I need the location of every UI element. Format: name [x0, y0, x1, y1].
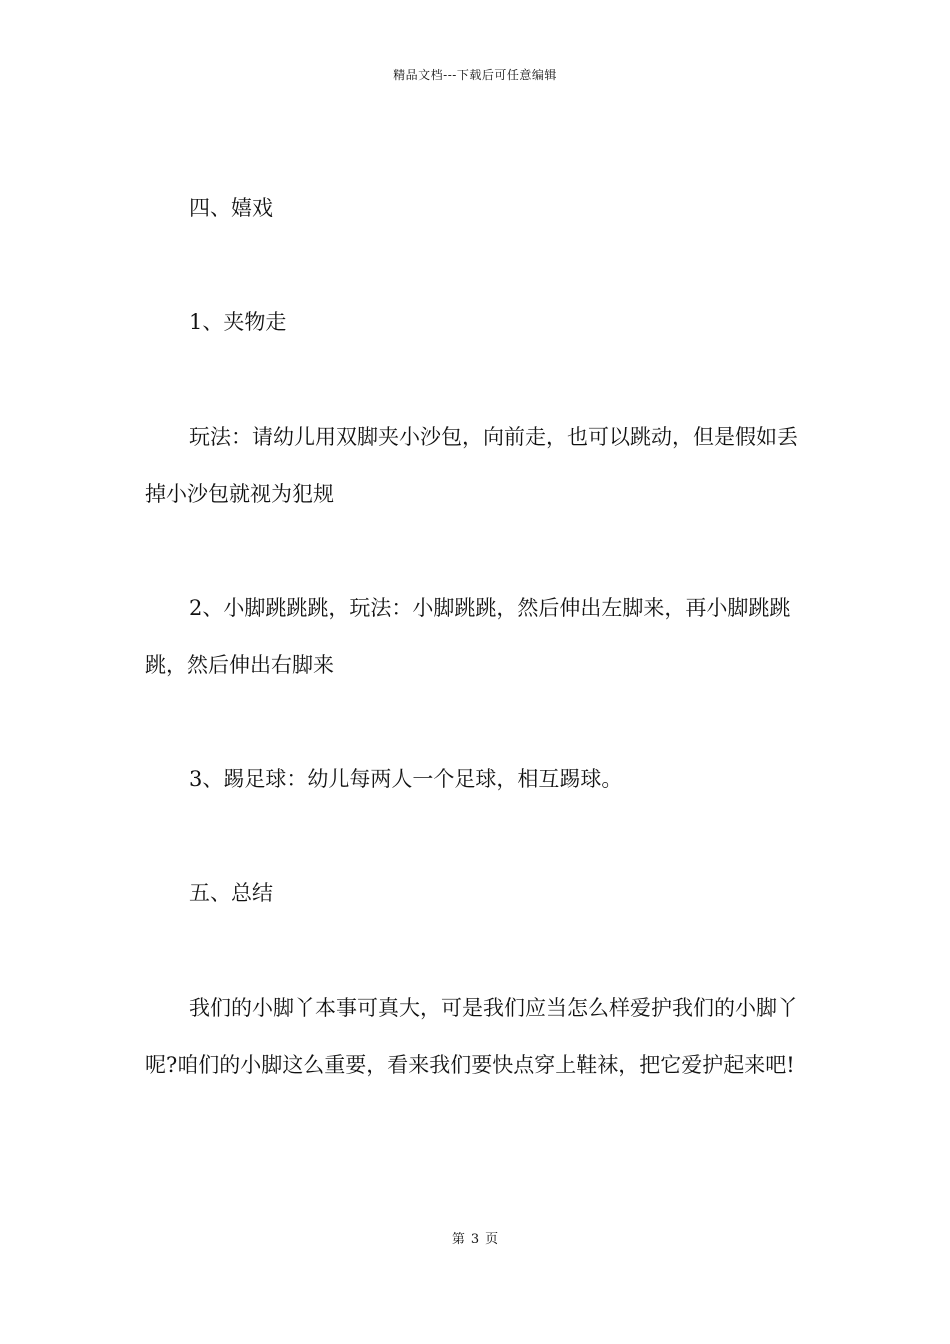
summary-paragraph: 我们的小脚丫本事可真大，可是我们应当怎么样爱护我们的小脚丫呢?咱们的小脚这么重要，看来我们要快点穿上鞋袜，把它爱护起来吧! — [145, 996, 798, 1077]
page-header: 精品文档---下载后可任意编辑 — [393, 68, 557, 82]
game-1-title: 1、夹物走 — [189, 310, 287, 334]
game-3-description: 3、踢足球：幼儿每两人一个足球，相互踢球。 — [189, 767, 623, 791]
section-heading-4: 四、嬉戏 — [189, 196, 273, 220]
game-2-description: 2、小脚跳跳跳，玩法：小脚跳跳，然后伸出左脚来，再小脚跳跳跳，然后伸出右脚来 — [145, 596, 791, 677]
page-suffix: 页 — [485, 1232, 499, 1247]
page-footer — [0, 1228, 950, 1247]
game-1-rules: 玩法：请幼儿用双脚夹小沙包，向前走，也可以跳动，但是假如丢掉小沙包就视为犯规 — [145, 425, 798, 506]
section-heading-5: 五、总结 — [189, 881, 273, 905]
page-number: 3 — [470, 1232, 480, 1247]
page-prefix: 第 — [451, 1232, 465, 1247]
